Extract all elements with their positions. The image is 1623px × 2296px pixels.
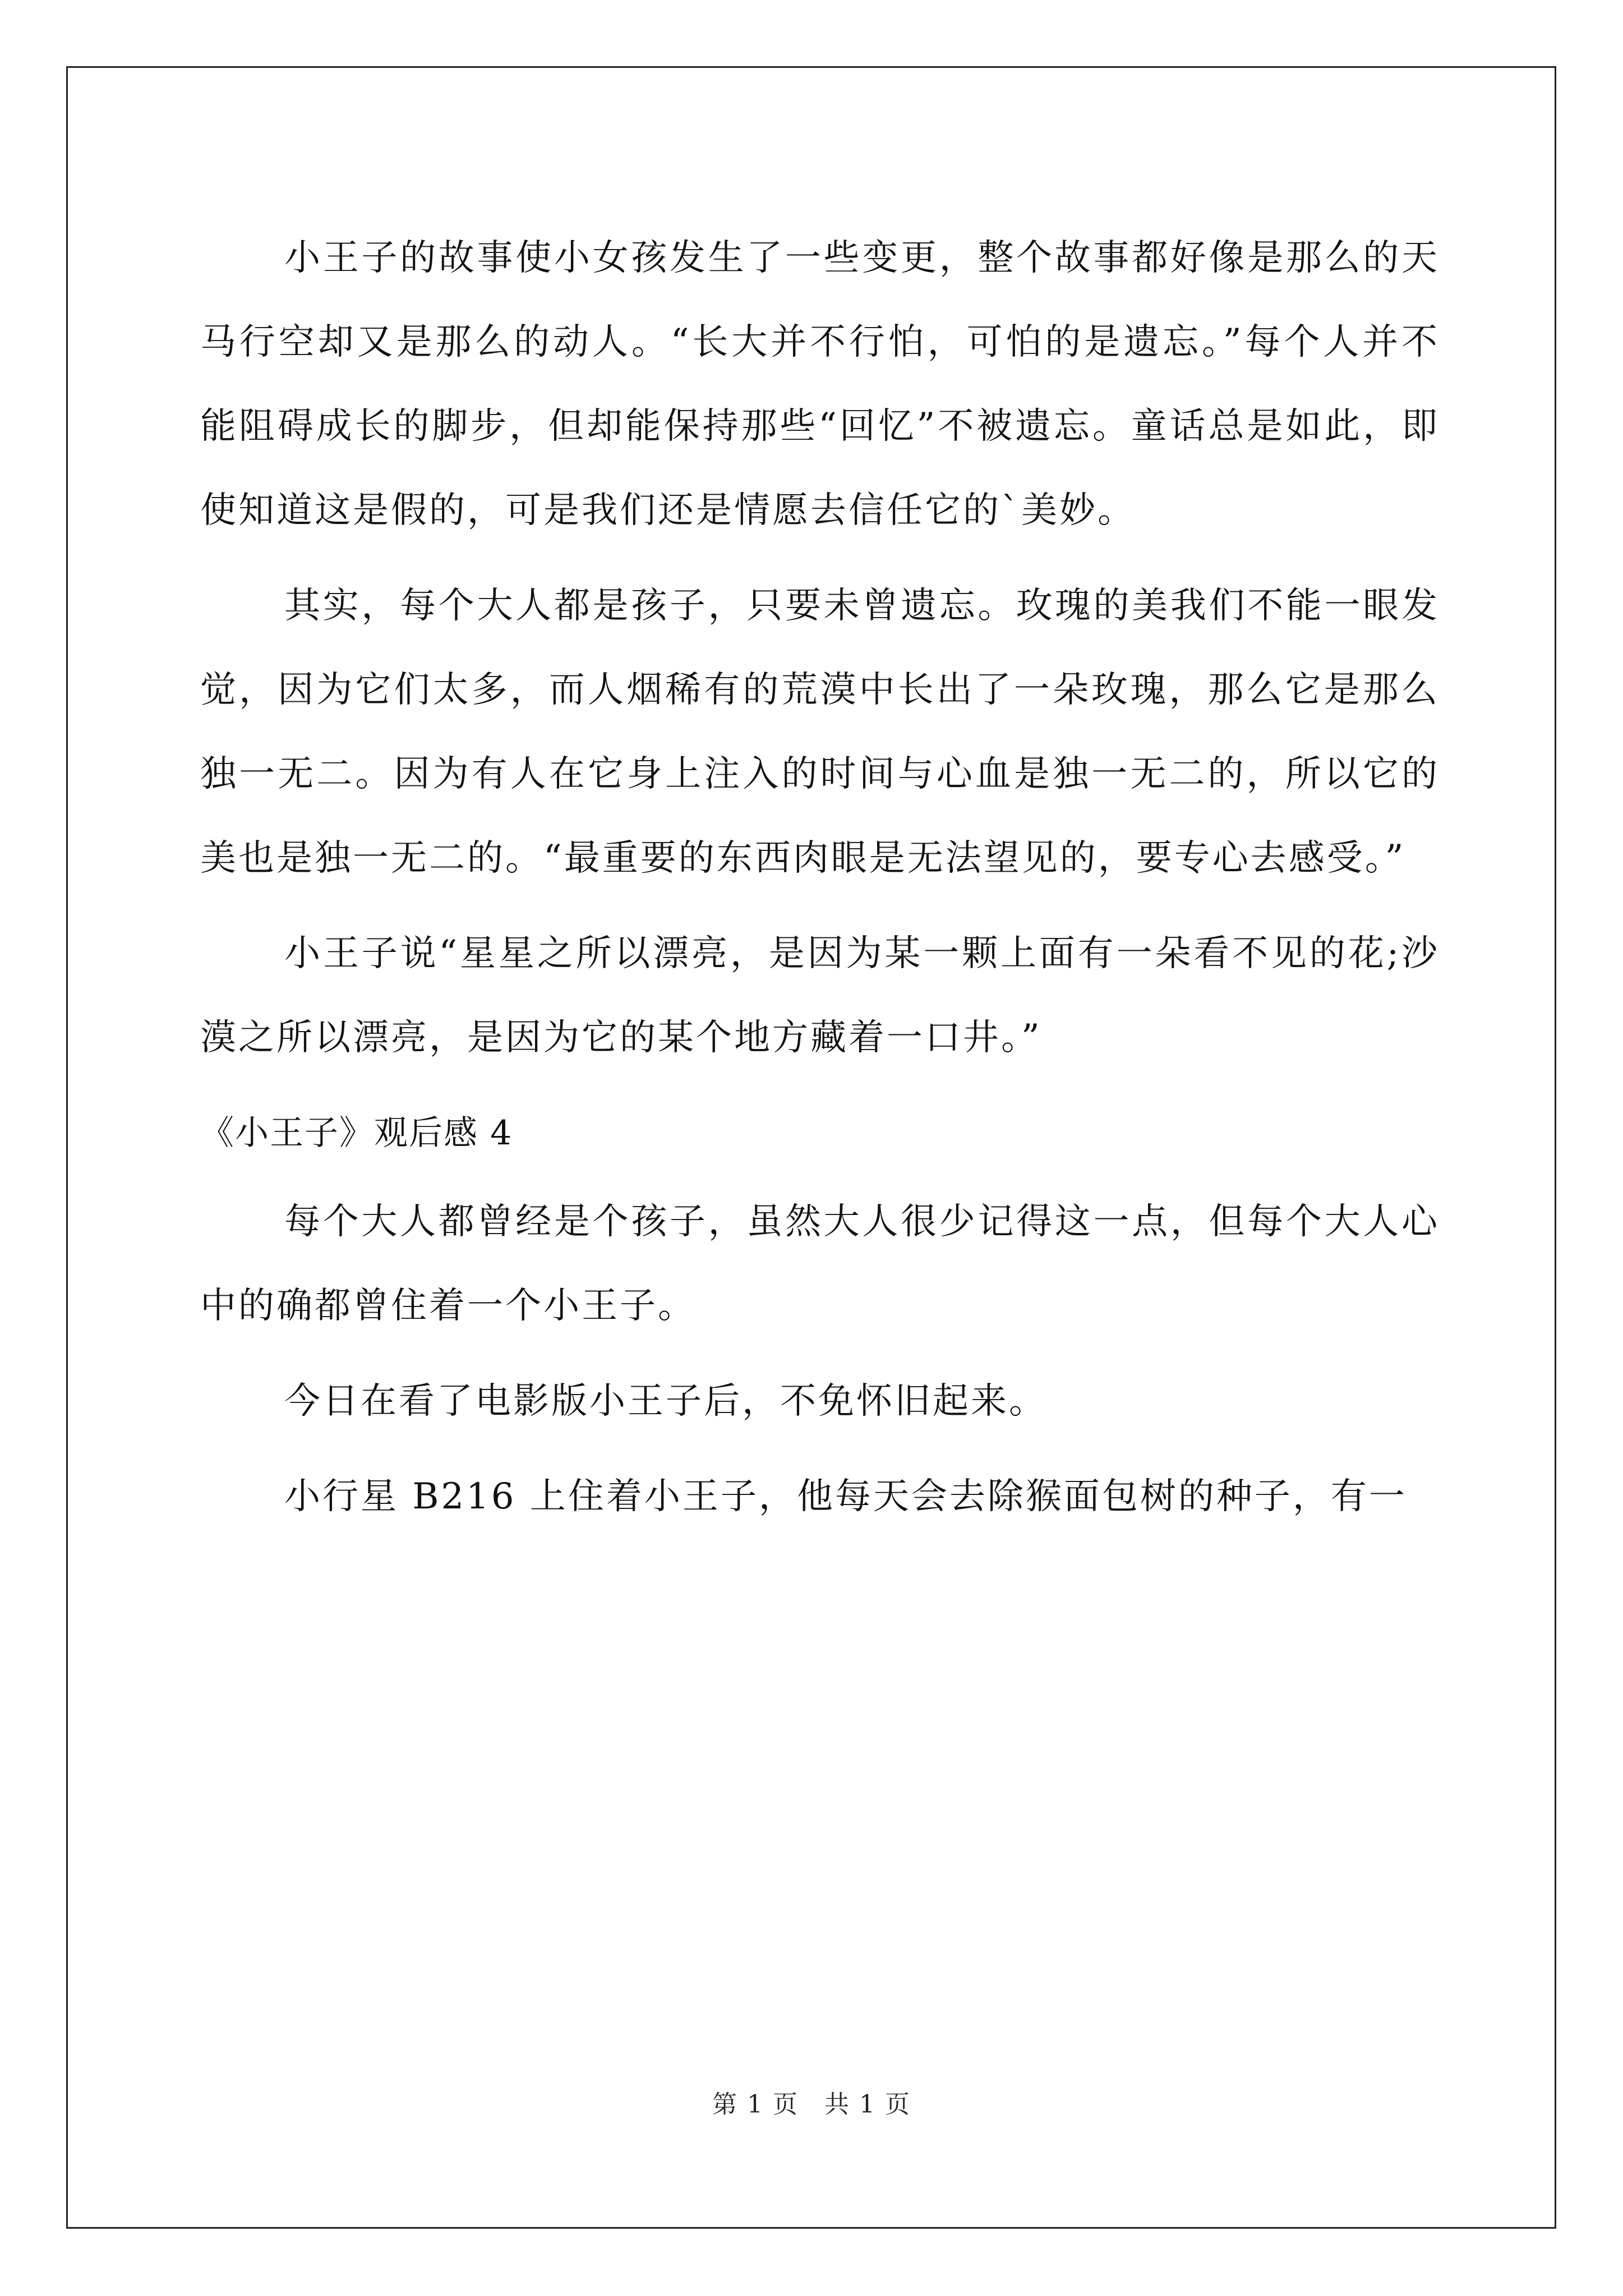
paragraph: 每个大人都曾经是个孩子，虽然大人很少记得这一点，但每个大人心中的确都曾住着一个小王子。: [200, 1201, 1440, 1327]
paragraph: 今日在看了电影版小王子后，不免怀旧起来。: [284, 1381, 1047, 1422]
page-number-footer: 第 1 页 共 1 页: [712, 2090, 911, 2119]
paragraph: 其实，每个大人都是孩子，只要未曾遗忘。玫瑰的美我们不能一眼发觉，因为它们太多，而人烟稀有的荒漠中长出了一朵玫瑰，那么它是那么独一无二。因为有人在它身上注入的时间与心血是独一无二的，所以它的美也是独一无二的。“最重要的东西肉眼是无法望见的，要专心去感受。”: [200, 585, 1440, 879]
paragraph: 小王子的故事使小女孩发生了一些变更，整个故事都好像是那么的天马行空却又是那么的动人。“长大并不行怕，可怕的是遗忘。”每个人并不能阻碍成长的脚步，但却能保持那些“回忆”不被遗忘。童话总是如此，即使知道这是假的，可是我们还是情愿去信任它的`美妙。: [200, 237, 1440, 531]
section-title: 《小王子》观后感 4: [200, 1114, 513, 1153]
document-body: [200, 216, 1440, 1550]
paragraph: 小王子说“星星之所以漂亮，是因为某一颗上面有一朵看不见的花;沙漠之所以漂亮，是因为它的某个地方藏着一口井。”: [200, 933, 1440, 1059]
paragraph: 小行星 B216 上住着小王子，他每天会去除猴面包树的种子，有一: [284, 1476, 1407, 1517]
